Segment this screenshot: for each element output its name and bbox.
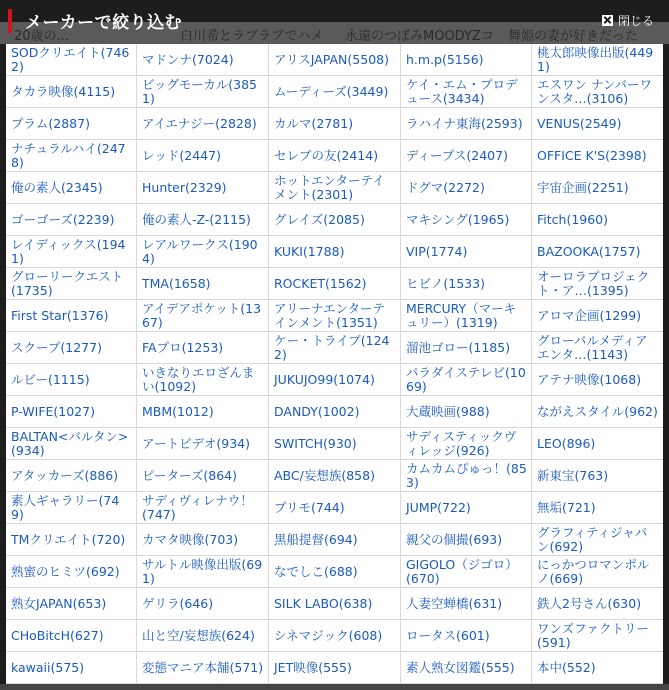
maker-link-label[interactable]: OFFICE K'S(2398) — [537, 147, 647, 163]
maker-link[interactable] — [532, 300, 663, 332]
maker-list — [6, 44, 663, 684]
maker-link-label[interactable]: レアルワークス(1904) — [142, 236, 258, 266]
maker-link-label[interactable]: 俺の素人(2345) — [11, 179, 103, 195]
maker-link-label[interactable]: 熟蜜のヒミツ(692) — [11, 563, 120, 579]
maker-link-label[interactable]: 鉄人2号さん(630) — [537, 595, 642, 611]
maker-link-label[interactable]: ゴーゴーズ(2239) — [11, 211, 115, 227]
maker-link[interactable] — [269, 236, 401, 268]
maker-link-label[interactable]: ディープス(2407) — [406, 147, 508, 163]
maker-link[interactable] — [269, 620, 401, 652]
maker-link[interactable] — [401, 428, 532, 460]
maker-link[interactable] — [401, 332, 532, 364]
maker-link-label[interactable]: KUKI(1788) — [274, 243, 345, 259]
maker-link-label[interactable]: BALTAN<バルタン>(934) — [11, 428, 129, 458]
maker-link-label[interactable]: ルビー(1115) — [11, 371, 90, 387]
maker-link[interactable] — [532, 268, 663, 300]
maker-link-label[interactable]: レッド(2447) — [142, 147, 221, 163]
maker-link[interactable] — [6, 460, 137, 492]
maker-link[interactable] — [137, 460, 269, 492]
maker-link[interactable] — [401, 652, 532, 684]
maker-link-label[interactable]: MBM(1012) — [142, 403, 214, 419]
maker-link[interactable] — [532, 652, 663, 684]
maker-link-label[interactable]: GIGOLO（ジゴロ）(670) — [406, 556, 518, 586]
maker-link-label[interactable]: h.m.p(5156) — [406, 51, 484, 67]
maker-link-label[interactable]: 変態マニア本舗(571) — [142, 659, 264, 675]
maker-link-label[interactable]: kawaii(575) — [11, 659, 85, 675]
maker-link-label[interactable]: ケー・トライブ(1242) — [274, 332, 390, 362]
maker-link-label[interactable]: パラダイステレビ(1069) — [406, 364, 526, 394]
maker-link-label[interactable]: サルトル映像出版(691) — [142, 556, 263, 586]
maker-link-label[interactable]: アートビデオ(934) — [142, 435, 250, 451]
maker-link-label[interactable]: 新東宝(763) — [537, 467, 609, 483]
maker-link-label[interactable]: ラハイナ東海(2593) — [406, 115, 523, 131]
maker-link[interactable] — [6, 236, 137, 268]
maker-link[interactable] — [137, 556, 269, 588]
maker-link[interactable] — [6, 428, 137, 460]
maker-link[interactable] — [532, 204, 663, 236]
maker-link-label[interactable]: 無垢(721) — [537, 499, 596, 515]
maker-link-label[interactable]: TMA(1658) — [142, 275, 211, 291]
maker-link[interactable] — [137, 492, 269, 524]
maker-link[interactable] — [401, 524, 532, 556]
maker-link-label[interactable]: 桃太郎映像出版(4491) — [537, 44, 654, 74]
maker-link[interactable] — [269, 108, 401, 140]
maker-link-label[interactable]: グローバルメディアエンタ…(1143) — [537, 332, 648, 362]
maker-link-label[interactable]: SWITCH(930) — [274, 435, 357, 451]
maker-link[interactable] — [137, 172, 269, 204]
maker-link-label[interactable]: グレイズ(2085) — [274, 211, 365, 227]
maker-link[interactable] — [269, 524, 401, 556]
maker-link[interactable] — [6, 492, 137, 524]
background-item: 20歳の... — [14, 29, 69, 44]
maker-link-label[interactable]: プラム(2887) — [11, 115, 90, 131]
maker-link-label[interactable]: Fitch(1960) — [537, 211, 609, 227]
maker-link[interactable] — [269, 172, 401, 204]
maker-link[interactable] — [137, 76, 269, 108]
maker-link[interactable] — [269, 364, 401, 396]
background-item: 白川希とラブラブでハメ — [180, 29, 324, 44]
maker-link-label[interactable]: エスワン ナンバーワンスタ…(3106) — [537, 76, 652, 106]
maker-link[interactable] — [137, 524, 269, 556]
maker-link[interactable] — [6, 300, 137, 332]
close-icon[interactable] — [602, 15, 613, 26]
maker-link[interactable] — [269, 268, 401, 300]
maker-link[interactable] — [401, 492, 532, 524]
maker-link-label[interactable]: ビッグモーカル(3851) — [142, 76, 257, 106]
maker-link[interactable] — [532, 364, 663, 396]
maker-link-label[interactable]: アロマ企画(1299) — [537, 307, 642, 323]
maker-link-label[interactable]: FAプロ(1253) — [142, 339, 224, 355]
maker-link[interactable] — [269, 204, 401, 236]
maker-link-label[interactable]: にっかつロマンポルノ(669) — [537, 556, 650, 586]
maker-link-label[interactable]: カルマ(2781) — [274, 115, 354, 131]
maker-link-label[interactable]: TMクリエイト(720) — [11, 531, 126, 547]
maker-link-label[interactable]: JUMP(722) — [406, 499, 471, 515]
maker-link-label[interactable]: サディヴィレナウ！(747) — [142, 492, 253, 522]
maker-link-label[interactable]: MERCURY（マーキュリー）(1319) — [406, 300, 517, 330]
maker-link[interactable] — [532, 492, 663, 524]
maker-link-label[interactable]: First Star(1376) — [11, 307, 109, 323]
maker-link-label[interactable]: ドグマ(2272) — [406, 179, 485, 195]
maker-link[interactable] — [6, 396, 137, 428]
maker-link-label[interactable]: SILK LABO(638) — [274, 595, 373, 611]
maker-link-label[interactable]: P-WIFE(1027) — [11, 403, 95, 419]
maker-link[interactable] — [6, 172, 137, 204]
maker-link[interactable] — [6, 108, 137, 140]
maker-link[interactable] — [269, 588, 401, 620]
maker-link[interactable] — [269, 44, 401, 76]
maker-link[interactable] — [401, 76, 532, 108]
maker-link-label[interactable]: アイエナジー(2828) — [142, 115, 257, 131]
maker-link-label[interactable]: 本中(552) — [537, 659, 596, 675]
maker-link[interactable] — [401, 556, 532, 588]
maker-link-label[interactable]: ABC/妄想族(858) — [274, 467, 375, 483]
maker-link[interactable] — [6, 76, 137, 108]
maker-link-label[interactable]: 宇宙企画(2251) — [537, 179, 629, 195]
maker-link[interactable] — [6, 652, 137, 684]
maker-link-label[interactable]: ムーディーズ(3449) — [274, 83, 389, 99]
maker-link-label[interactable]: 溜池ゴロー(1185) — [406, 339, 511, 355]
maker-link-label[interactable]: VIP(1774) — [406, 243, 468, 259]
maker-link[interactable] — [532, 460, 663, 492]
maker-link[interactable] — [401, 172, 532, 204]
maker-link-label[interactable]: マキシング(1965) — [406, 211, 510, 227]
maker-link-label[interactable]: BAZOOKA(1757) — [537, 243, 641, 259]
maker-link-label[interactable]: プリモ(744) — [274, 499, 345, 515]
maker-link[interactable] — [532, 428, 663, 460]
maker-link-label[interactable]: 俺の素人-Z-(2115) — [142, 211, 251, 227]
maker-link[interactable] — [269, 332, 401, 364]
maker-link[interactable] — [137, 140, 269, 172]
maker-link[interactable] — [137, 236, 269, 268]
maker-link[interactable] — [137, 204, 269, 236]
maker-link[interactable] — [532, 524, 663, 556]
maker-link[interactable] — [269, 460, 401, 492]
maker-link-label[interactable]: ホットエンターテイメント(2301) — [274, 172, 385, 202]
maker-link-label[interactable]: セレブの友(2414) — [274, 147, 379, 163]
maker-link[interactable] — [401, 268, 532, 300]
maker-link-label[interactable]: ワンズファクトリー(591) — [537, 620, 649, 650]
maker-link-label[interactable]: ロータス(601) — [406, 627, 490, 643]
maker-link[interactable] — [137, 620, 269, 652]
maker-link[interactable] — [401, 204, 532, 236]
maker-link[interactable] — [6, 524, 137, 556]
maker-filter-modal-header — [0, 0, 669, 44]
maker-link[interactable] — [137, 364, 269, 396]
maker-link[interactable] — [532, 76, 663, 108]
close-label[interactable]: 閉じる — [617, 13, 654, 28]
maker-link[interactable] — [6, 620, 137, 652]
maker-link-label[interactable]: 大蔵映画(988) — [406, 403, 490, 419]
maker-link[interactable] — [269, 300, 401, 332]
maker-link[interactable] — [532, 620, 663, 652]
maker-link-label[interactable]: 素人ギャラリー(749) — [11, 492, 120, 522]
maker-link-label[interactable]: アイデアポケット(1367) — [142, 300, 262, 330]
close-button[interactable] — [602, 11, 654, 29]
maker-link[interactable] — [6, 268, 137, 300]
maker-link[interactable] — [532, 108, 663, 140]
maker-link[interactable] — [401, 236, 532, 268]
maker-link-label[interactable]: ナチュラルハイ(2478) — [11, 140, 126, 170]
maker-link[interactable] — [6, 588, 137, 620]
maker-link[interactable] — [6, 364, 137, 396]
maker-link[interactable] — [137, 108, 269, 140]
maker-link[interactable] — [401, 620, 532, 652]
maker-link-label[interactable]: 熟女JAPAN(653) — [11, 595, 107, 611]
maker-link[interactable] — [269, 428, 401, 460]
maker-link[interactable] — [532, 172, 663, 204]
maker-link[interactable] — [532, 236, 663, 268]
maker-link[interactable] — [269, 76, 401, 108]
maker-link[interactable] — [137, 652, 269, 684]
maker-link-label[interactable]: JUKUJO99(1074) — [274, 371, 375, 387]
maker-link[interactable] — [401, 140, 532, 172]
maker-link[interactable] — [269, 492, 401, 524]
maker-link-label[interactable]: VENUS(2549) — [537, 115, 622, 131]
maker-link[interactable] — [137, 428, 269, 460]
maker-link[interactable] — [532, 332, 663, 364]
background-page-bottom — [0, 684, 669, 690]
maker-link[interactable] — [6, 204, 137, 236]
maker-link[interactable] — [269, 396, 401, 428]
maker-link[interactable] — [137, 300, 269, 332]
maker-link-label[interactable]: マドンナ(7024) — [142, 51, 234, 67]
maker-link[interactable] — [6, 332, 137, 364]
maker-link-label[interactable]: なでしこ(688) — [274, 563, 358, 579]
maker-link-label[interactable]: ピーターズ(864) — [142, 467, 237, 483]
maker-link[interactable] — [401, 300, 532, 332]
maker-link-label[interactable]: ROCKET(1562) — [274, 275, 367, 291]
maker-link-label[interactable]: アリスJAPAN(5508) — [274, 51, 389, 67]
maker-link-label[interactable]: JET映像(555) — [274, 659, 352, 675]
maker-link-label[interactable]: ヒビノ(1533) — [406, 275, 485, 291]
maker-link[interactable] — [401, 44, 532, 76]
maker-link-label[interactable]: サディスティックヴィレッジ(926) — [406, 428, 517, 458]
maker-link-label[interactable]: 親父の個撮(693) — [406, 531, 503, 547]
maker-link-label[interactable]: カマタ映像(703) — [142, 531, 239, 547]
maker-link[interactable] — [532, 556, 663, 588]
maker-link[interactable] — [532, 44, 663, 76]
maker-link-label[interactable]: オーロラプロジェクト・ア…(1395) — [537, 268, 650, 298]
maker-link-label[interactable]: 山と空/妄想族(624) — [142, 627, 255, 643]
maker-link-label[interactable]: アタッカーズ(886) — [11, 467, 119, 483]
maker-link[interactable] — [269, 556, 401, 588]
modal-title: メーカーで絞り込む — [25, 13, 183, 33]
maker-link-label[interactable]: アリーナエンターテインメント(1351) — [274, 300, 386, 330]
maker-link[interactable] — [137, 268, 269, 300]
maker-link-label[interactable]: カムカムぴゅっ！(853) — [406, 460, 527, 490]
maker-link[interactable] — [269, 140, 401, 172]
background-item: 舞姫の妻が好きだった — [508, 29, 639, 44]
maker-link-label[interactable]: いきなりエロざんまい(1092) — [142, 364, 255, 394]
maker-link-label[interactable]: CHoBitcH(627) — [11, 627, 104, 643]
maker-link-label[interactable]: ながえスタイル(962) — [537, 403, 658, 419]
maker-link[interactable] — [6, 556, 137, 588]
maker-link[interactable] — [137, 44, 269, 76]
maker-link-label[interactable]: ケイ・エム・プロデュース(3434) — [406, 76, 518, 106]
maker-link-label[interactable]: タカラ映像(4115) — [11, 83, 116, 99]
maker-link[interactable] — [137, 396, 269, 428]
maker-link-label[interactable]: LEO(896) — [537, 435, 596, 451]
maker-link-label[interactable]: グラフィティジャパン(692) — [537, 524, 648, 554]
background-item: 永遠のつぼみMOODYZコ — [345, 29, 494, 44]
maker-link[interactable] — [401, 588, 532, 620]
maker-link[interactable] — [532, 396, 663, 428]
maker-link[interactable] — [401, 108, 532, 140]
maker-link[interactable] — [401, 460, 532, 492]
maker-link-label[interactable]: 人妻空蝉橋(631) — [406, 595, 503, 611]
maker-link-label[interactable]: アテナ映像(1068) — [537, 371, 642, 387]
maker-link[interactable] — [6, 44, 137, 76]
maker-link[interactable] — [401, 364, 532, 396]
maker-link[interactable] — [6, 140, 137, 172]
title-accent-bar — [8, 9, 12, 33]
maker-link-label[interactable]: SODクリエイト(7462) — [11, 44, 130, 74]
maker-link[interactable] — [532, 588, 663, 620]
maker-link-label[interactable]: ゲリラ(646) — [142, 595, 214, 611]
maker-link-label[interactable]: Hunter(2329) — [142, 179, 227, 195]
maker-link[interactable] — [137, 588, 269, 620]
maker-link[interactable] — [401, 396, 532, 428]
maker-link[interactable] — [532, 140, 663, 172]
maker-link-label[interactable]: スクープ(1277) — [11, 339, 102, 355]
maker-link[interactable] — [137, 332, 269, 364]
maker-link-label[interactable]: レイディックス(1941) — [11, 236, 126, 266]
maker-link-label[interactable]: 素人熟女図鑑(555) — [406, 659, 515, 675]
maker-link-label[interactable]: シネマジック(608) — [274, 627, 383, 643]
maker-link-label[interactable]: グローリークエスト(1735) — [11, 268, 124, 298]
maker-link-label[interactable]: DANDY(1002) — [274, 403, 360, 419]
maker-link-label[interactable]: 黒船提督(694) — [274, 531, 358, 547]
maker-link[interactable] — [269, 652, 401, 684]
